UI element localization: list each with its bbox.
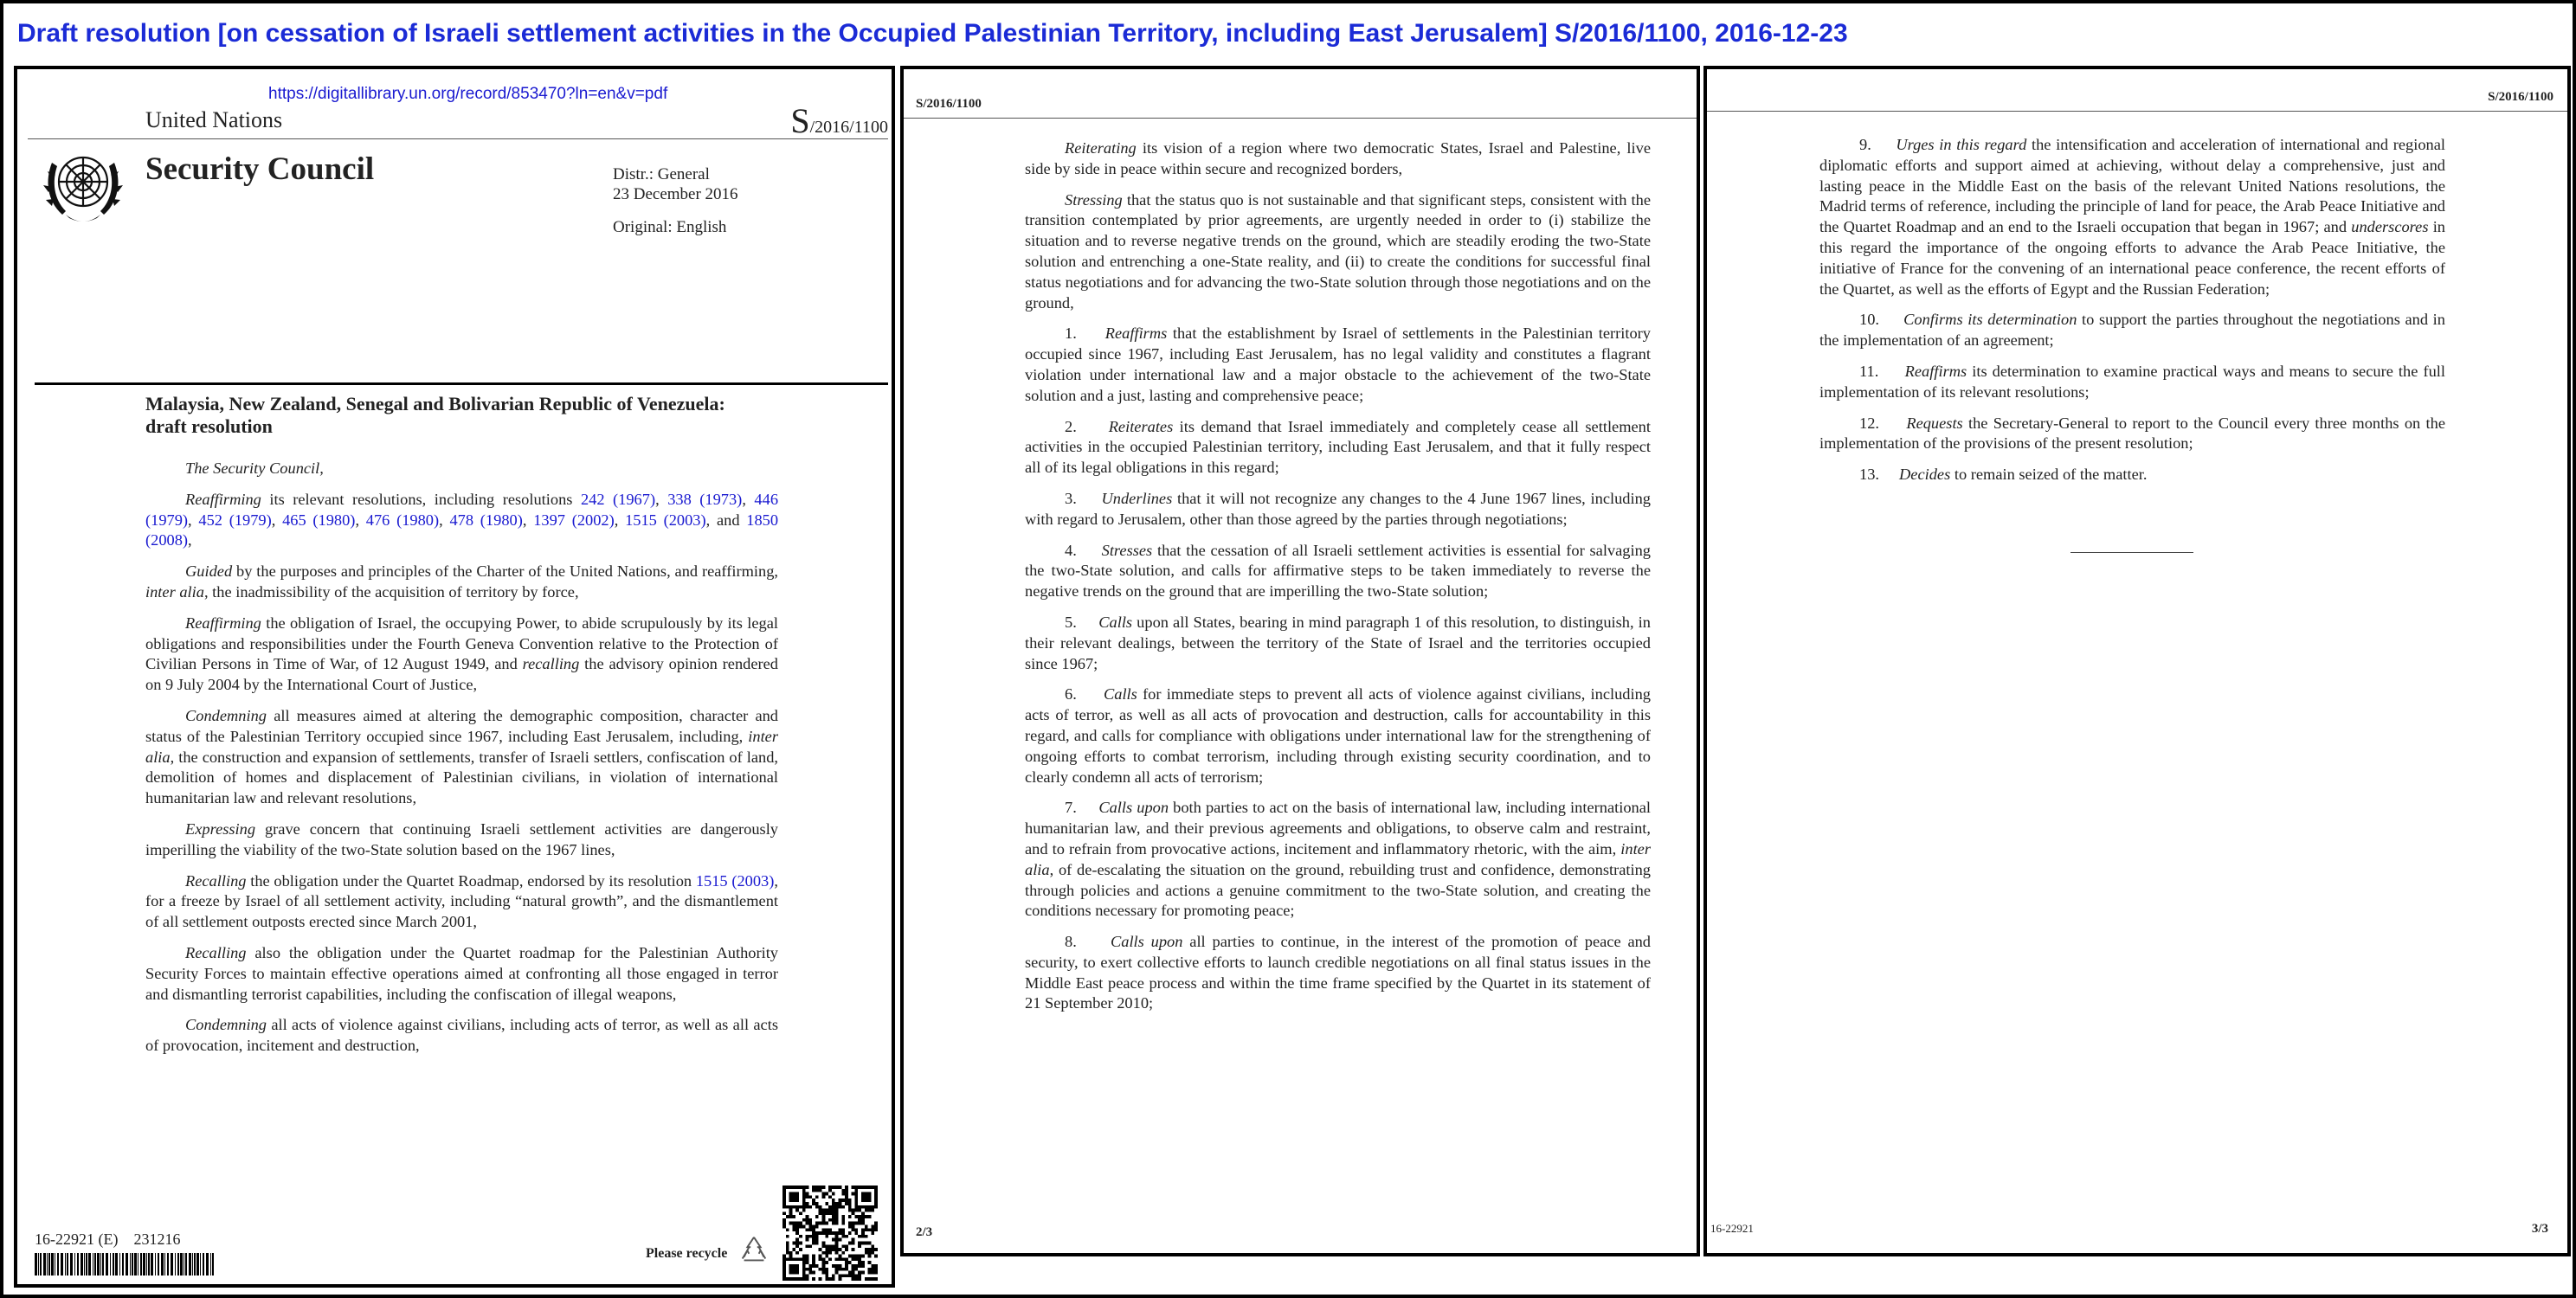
- un-emblem-icon: [40, 145, 126, 232]
- resolution-link[interactable]: 242 (1967): [580, 490, 656, 508]
- operative-paragraph: 5. Calls upon all States, bearing in mind paragraph 1 of this resolution, to distinguish, in their relevant dealings, between the territory of the State of Israel and the territories occupied since 1967;: [1025, 613, 1651, 672]
- operative-paragraph: 13. Decides to remain seized of the matter.: [1859, 466, 2148, 484]
- operative-paragraph: 3. Underlines that it will not recognize any changes to the 4 June 1967 lines, including with regard to Jerusalem, other than those agreed by the parties through negotiations;: [1025, 489, 1651, 528]
- resolution-text: [1025, 138, 1651, 1025]
- council-name: Security Council: [145, 151, 375, 187]
- end-rule: [2070, 552, 2193, 553]
- preamble-paragraph: Recalling the obligation under the Quartet Roadmap, endorsed by its resolution 1515 (2003), for a freeze by Israel of all settlement activity, including “natural growth”, and the dismantlement of all settlement outposts erected since March 2001,: [145, 871, 778, 931]
- preamble-text: [145, 459, 778, 1067]
- preamble-paragraph: Reaffirming its relevant resolutions, including resolutions 242 (1967), 338 (1973), 446 (1979), 452 (1979), 465 (1980), 476 (1980), 478 (1980), 1397 (2002), 1515 (2003), and 1850 (2008),: [145, 490, 779, 549]
- recycle-note: Please recycle: [646, 1246, 728, 1261]
- operative-paragraph: 1. Reaffirms that the establishment by Israel of settlements in the Palestinian territory occupied since 1967, including East Jerusalem, has no legal validity and constitutes a flagrant violation under international law and a major obstacle to the achievement of the two-State solution and a just, lasting and comprehensive peace;: [1025, 324, 1651, 404]
- operative-paragraph: 9. Urges in this regard the intensification and acceleration of international and regional diplomatic efforts and support aimed at achieving, without delay a comprehensive, just and lasting peace in the Middle East on the basis of the relevant United Nations resolutions, the Madrid terms of reference, including the principle of land for peace, the Arab Peace Initiative and the Quartet Roadmap and an end to the Israeli occupation that began in 1967; and underscores in this regard the importance of the ongoing efforts to advance the Arab Peace Initiative, the initiative of France for the convening of an international peace conference, the recent efforts of the Quartet, as well as the efforts of Egypt and the Russian Federation;: [1819, 136, 2445, 298]
- operative-paragraph: 11. Reaffirms its determination to examine practical ways and means to secure the full implementation of its relevant resolutions;: [1819, 362, 2445, 401]
- preamble-paragraph: Guided by the purposes and principles of the Charter of the United Nations, and reaffirming, inter alia, the inadmissibility of the acquisition of territory by force,: [145, 562, 778, 601]
- preamble-paragraph: Reiterating its vision of a region where two democratic States, Israel and Palestine, live side by side in peace within secure and recognized borders,: [1025, 139, 1651, 177]
- document-symbol: [790, 100, 888, 141]
- distribution-type: Distr.: General: [613, 165, 710, 183]
- resolution-link[interactable]: 478 (1980): [449, 511, 523, 529]
- distribution-info: [613, 164, 738, 204]
- preamble-paragraph: Condemning all acts of violence against civilians, including acts of terror, as well as all acts of provocation, incitement and destruction,: [145, 1016, 778, 1055]
- preamble-intro: The Security Council,: [185, 459, 324, 477]
- operative-paragraph: 2. Reiterates its demand that Israel immediately and completely cease all settlement activities in the occupied Palestinian territory, including East Jerusalem, and that it fully respect all of its legal obligations in this regard;: [1025, 417, 1651, 477]
- resolution-text: [1819, 135, 2445, 496]
- document-page-3: [1703, 66, 2571, 1256]
- header-divider: [1707, 111, 2567, 112]
- job-number: 16-22921: [1710, 1222, 1754, 1235]
- operative-paragraph: 6. Calls for immediate steps to prevent all acts of violence against civilians, including acts of terror, as well as all acts of provocation and destruction, calls for accountability in this regard, and calls for compliance with obligations under international law for the strengthening of ongoing efforts to combat terrorism, including through existing security coordination, and to clearly condemn all acts of terrorism;: [1025, 685, 1651, 786]
- resolution-link[interactable]: 452 (1979): [198, 511, 272, 529]
- symbol-s: S: [790, 101, 810, 140]
- page-title: Draft resolution [on cessation of Israeli settlement activities in the Occupied Palestinian Territory, including East Jerusalem] S/2016/1100, 2016-12-23: [17, 19, 1848, 48]
- document-symbol: S/2016/1100: [2488, 90, 2553, 104]
- document-page-2: [900, 66, 1700, 1256]
- barcode-icon: [35, 1253, 215, 1276]
- operative-paragraph: 7. Calls upon both parties to act on the basis of international law, including international humanitarian law, and their previous agreements and obligations, to observe calm and restraint, and to refrain from provocative actions, incitement and inflammatory rhetoric, with the aim, inter alia, of de-escalating the situation on the ground, rebuilding trust and confidence, demonstrating through policies and actions a genuine commitment to the two-State solution, and creating the conditions necessary for promoting peace;: [1025, 799, 1651, 920]
- resolution-link[interactable]: 1515 (2003): [625, 511, 706, 529]
- document-date: 23 December 2016: [613, 185, 738, 203]
- operative-paragraph: 12. Requests the Secretary-General to report to the Council every three months on the implementation of the provisions of the present resolution;: [1819, 414, 2445, 453]
- document-page-1: [14, 66, 895, 1288]
- resolution-link[interactable]: 1397 (2002): [533, 511, 615, 529]
- source-link[interactable]: https://digitallibrary.un.org/record/853470?ln=en&v=pdf: [268, 85, 668, 103]
- job-number: 16-22921 (E) 231216: [35, 1231, 181, 1248]
- resolution-link[interactable]: 1850 (2008): [145, 511, 779, 549]
- operative-paragraph: 10. Confirms its determination to support the parties throughout the negotiations and in the implementation of an agreement;: [1819, 311, 2445, 350]
- symbol-number: /2016/1100: [809, 118, 888, 137]
- resolution-link[interactable]: 338 (1973): [667, 490, 743, 508]
- preamble-paragraph: Recalling also the obligation under the Quartet roadmap for the Palestinian Authority Security Forces to maintain effective operations aimed at confronting all those engaged in terror and dismantling terrorist capabilities, including the confiscation of illegal weapons,: [145, 943, 778, 1003]
- document-symbol: S/2016/1100: [916, 97, 982, 111]
- preamble-paragraph: Expressing grave concern that continuing Israeli settlement activities are dangerously imperilling the viability of the two-State solution based on the 1967 lines,: [145, 819, 778, 858]
- header-divider: [28, 138, 888, 139]
- resolution-link[interactable]: 476 (1980): [365, 511, 440, 529]
- resolution-link[interactable]: 465 (1980): [282, 511, 356, 529]
- preamble-paragraph: Reaffirming the obligation of Israel, the occupying Power, to abide scrupulously by its legal obligations and responsibilities under the Fourth Geneva Convention relative to the Protection of Civilian Persons in Time of War, of 12 August 1949, and recalling the advisory opinion rendered on 9 July 2004 by the International Court of Justice,: [145, 614, 778, 694]
- page-number: 2/3: [916, 1225, 933, 1239]
- operative-paragraph: 4. Stresses that the cessation of all Israeli settlement activities is essential for salvaging the two-State solution, and calls for affirmative steps to be taken immediately to reverse the negative trends on the ground that are imperilling the two-State solution;: [1025, 541, 1651, 601]
- section-divider: [35, 382, 888, 385]
- resolution-link[interactable]: 1515 (2003): [695, 871, 775, 890]
- org-name: United Nations: [145, 107, 283, 132]
- original-language: Original: English: [613, 218, 727, 236]
- preamble-paragraph: Condemning all measures aimed at altering the demographic composition, character and status of the Palestinian Territory occupied since 1967, including East Jerusalem, including, inter alia, the construction and expansion of settlements, transfer of Israeli settlers, confiscation of land, demolition of homes and displacement of Palestinian civilians, in violation of international humanitarian law and relevant resolutions,: [145, 706, 778, 807]
- operative-paragraph: 8. Calls upon all parties to continue, in the interest of the promotion of peace and security, to exert collective efforts to launch credible negotiations on all final status issues in the Middle East peace process and within the time frame specified by the Quartet in its statement of 21 September 2010;: [1025, 933, 1651, 1012]
- page-number: 3/3: [2531, 1222, 2548, 1236]
- header-divider: [904, 118, 1697, 119]
- preamble-paragraph: Stressing that the status quo is not sustainable and that significant steps, consistent with the transition contemplated by prior agreements, are urgently needed in order to (i) stabilize the situation and to reverse negative trends on the ground, which are steadily eroding the two-State solution and entrenching a one-State reality, and (ii) to create the conditions for successful final status negotiations and for advancing the two-State solution through those negotiations and on the ground,: [1025, 190, 1651, 312]
- sponsors-heading: Malaysia, New Zealand, Senegal and Bolivarian Republic of Venezuela: draft resolution: [145, 393, 725, 437]
- recycle-icon: [737, 1234, 770, 1267]
- qr-code-icon: [782, 1186, 878, 1281]
- resolution-link[interactable]: 446 (1979): [145, 490, 779, 529]
